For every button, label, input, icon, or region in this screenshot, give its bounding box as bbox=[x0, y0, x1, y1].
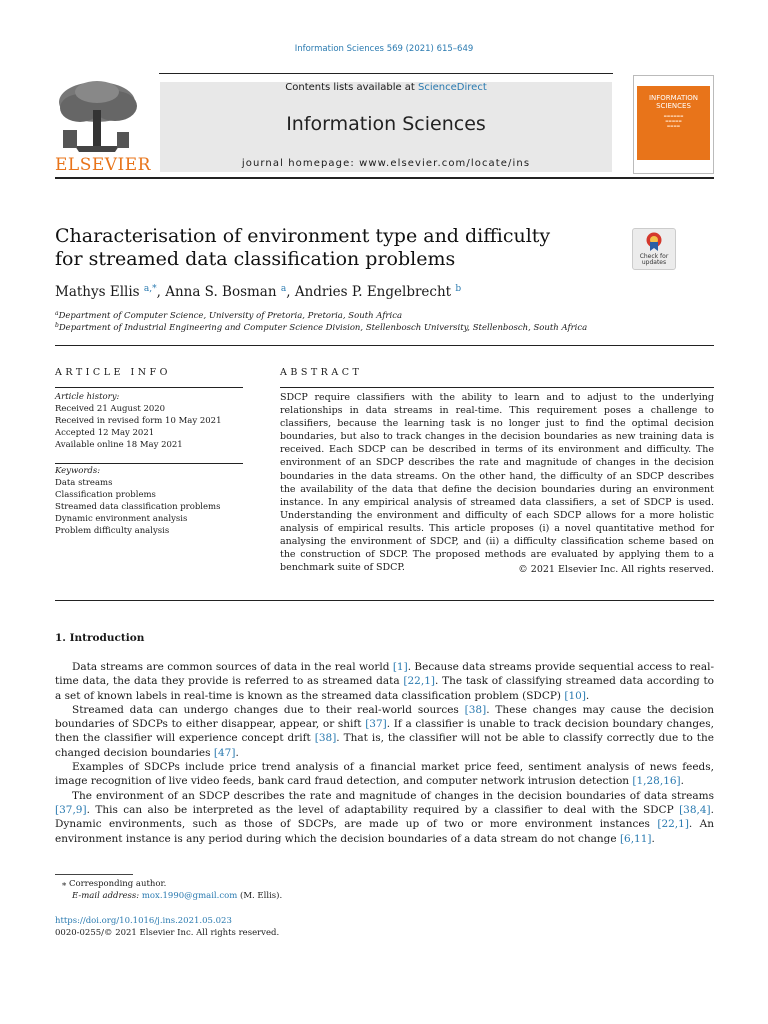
author-name: Andries P. Engelbrecht bbox=[294, 284, 452, 300]
cover-title: INFORMATION SCIENCES bbox=[648, 94, 699, 110]
keyword-item: Problem difficulty analysis bbox=[55, 525, 170, 536]
paragraph-text: Streamed data can undergo changes due to their real-world sources bbox=[72, 703, 465, 716]
citation-link[interactable]: [37] bbox=[365, 718, 387, 731]
article-title: Characterisation of environment type and difficulty for streamed data classification problems bbox=[55, 225, 551, 270]
paragraph-text: . Because data streams provide sequential access to real-time data, the data they provide is referred to as streamed data bbox=[55, 661, 714, 688]
citation-link[interactable]: [38] bbox=[464, 703, 487, 716]
paragraph bbox=[55, 789, 714, 846]
keyword-item: Classification problems bbox=[55, 489, 156, 500]
doi-link[interactable]: https://doi.org/10.1016/j.ins.2021.05.023 bbox=[55, 916, 232, 926]
affiliation-marker: a bbox=[55, 310, 59, 317]
paragraph-text: . Dynamic environments, such as those of SDCPs, are made up of two or more environment instances bbox=[55, 803, 714, 831]
issn-copyright: 0020-0255/© 2021 Elsevier Inc. All rights reserved. bbox=[55, 928, 280, 938]
paragraph-text: Data streams are common sources of data in the real world bbox=[72, 661, 393, 673]
email-suffix: (M. Ellis). bbox=[237, 891, 283, 901]
paragraph-text: . That is, the classifier will not be able to classify correctly due to the changed decision boundaries bbox=[55, 732, 714, 759]
article-info-heading: ARTICLE INFO bbox=[55, 367, 171, 378]
paragraph-text: . An environment instance is any period during which the decision boundaries of a data stream do not change bbox=[55, 818, 715, 845]
paragraph bbox=[55, 660, 714, 703]
paragraph-text: . bbox=[585, 689, 590, 702]
abstract-rule bbox=[280, 387, 714, 388]
paragraph-text: Examples of SDCPs include price trend analysis of a financial market price feed, sentiment analysis of news feeds, image recognition of live video feeds, bank card fraud detection, and computer network intrusion detection bbox=[55, 761, 714, 788]
citation-link[interactable]: [47] bbox=[213, 746, 236, 759]
author-affiliation-marker[interactable]: a bbox=[280, 284, 287, 294]
bookmark-icon bbox=[646, 232, 662, 252]
author-name: Mathys Ellis bbox=[55, 284, 140, 300]
contents-line bbox=[160, 82, 612, 93]
contents-prefix: Contents lists available at bbox=[285, 82, 419, 93]
abstract-text: SDCP require classifiers with the ability to learn and to adjust to the underlying relationships in data streams in real-time. This requirement poses a challenge to classifiers, because the learning task is no longer just to find the optimal decision boundaries, but also to track changes in the decision boundaries as new training data is received. Each SDCP can be described in terms of its environment and difficulty. The environment of an SDCP describes the rate and magnitude of changes in the decision boundaries in the data streams. On the other hand, the difficulty of an SDCP describes the availability of the data that define the decision boundaries during an environment instance. In any empirical analysis of streamed data classifiers, a set of SDCP is used. Understanding the environment and difficulty of each SDCP allows for a more holistic analysis of empirical results. This article proposes (i) a novel quantitative method for analysing the environment of SDCP, and (ii) a difficulty classification scheme based on the construction of SDCP. The proposed methods are evaluated by applying them to a benchmark suite of SDCP. bbox=[280, 392, 714, 574]
header-rule-bottom bbox=[55, 177, 714, 179]
homepage-prefix: journal homepage: bbox=[241, 158, 360, 169]
citation-link[interactable]: [10] bbox=[564, 689, 586, 702]
citation-link[interactable]: [22,1] bbox=[403, 675, 435, 688]
footnote-rule bbox=[55, 874, 133, 875]
journal-cover[interactable] bbox=[633, 75, 714, 174]
author-name: Anna S. Bosman bbox=[165, 284, 277, 300]
keywords-rule bbox=[55, 463, 243, 464]
paragraph bbox=[55, 703, 714, 760]
author-list: Mathys Ellis $^{a,*}$, Anna S. Bosman $^a$, Andries P. Engelbrecht $^b$ bbox=[55, 284, 462, 300]
journal-citation[interactable]: Information Sciences 569 (2021) 615–649 bbox=[294, 44, 474, 54]
journal-homepage bbox=[160, 158, 612, 169]
cover-subtitle-lines: ▬▬▬▬▬▬ ▬▬▬▬▬ ▬▬▬▬ bbox=[663, 114, 684, 128]
citation-link[interactable]: [38] bbox=[314, 732, 337, 745]
citation-link[interactable]: [38,4] bbox=[679, 803, 711, 816]
paragraph-text: The environment of an SDCP describes the rate and magnitude of changes in the decision boundaries of data streams bbox=[72, 789, 714, 802]
paragraph-text: . These changes may cause the decision boundaries of SDCPs to either disappear, appear, or shift bbox=[55, 703, 714, 731]
affiliation bbox=[55, 310, 402, 321]
elsevier-tree-logo bbox=[55, 80, 140, 155]
keywords bbox=[55, 466, 243, 537]
keyword-item: Data streams bbox=[55, 477, 113, 488]
header-rule-top bbox=[159, 73, 613, 74]
cover-orange-panel bbox=[637, 86, 710, 160]
abstract-bottom-rule bbox=[55, 600, 714, 601]
email-label: E-mail address: bbox=[72, 891, 142, 901]
history-item: Received 21 August 2020 bbox=[55, 403, 166, 414]
abstract-heading: ABSTRACT bbox=[280, 367, 363, 378]
citation-link[interactable]: [6,11] bbox=[619, 832, 652, 845]
sciencedirect-link[interactable]: ScienceDirect bbox=[418, 82, 487, 93]
history-item: Accepted 12 May 2021 bbox=[55, 427, 155, 438]
affiliation bbox=[55, 322, 587, 333]
author-affiliation-marker[interactable]: b bbox=[455, 284, 462, 294]
paragraph-text: . If a classifier is unable to track decision boundary changes, then the classifier will experience concept drift bbox=[55, 718, 714, 745]
corresponding-author-note: ⁎ Corresponding author. bbox=[62, 879, 167, 889]
paragraph-text: . The task of classifying streamed data according to a set of known labels in real-time is known as the streamed data classification problem (SDCP) bbox=[55, 675, 715, 702]
elsevier-wordmark: ELSEVIER bbox=[55, 155, 151, 175]
citation-link[interactable]: [22,1] bbox=[657, 818, 689, 831]
affiliation-rule bbox=[55, 345, 714, 346]
history-item: Available online 18 May 2021 bbox=[55, 439, 183, 450]
paragraph bbox=[55, 760, 714, 789]
author-affiliation-marker[interactable]: a,* bbox=[143, 284, 157, 294]
paragraph-text: . bbox=[680, 775, 684, 788]
keywords-label: Keywords: bbox=[55, 466, 101, 476]
citation-link[interactable]: [37,9] bbox=[55, 803, 87, 816]
section-heading: 1. Introduction bbox=[55, 632, 145, 644]
affiliation-text: Department of Computer Science, University of Pretoria, Pretoria, South Africa bbox=[58, 311, 403, 321]
citation-link[interactable]: [1,28,16] bbox=[632, 775, 681, 788]
check-updates-label: Check for updates bbox=[639, 253, 669, 266]
introduction-body bbox=[55, 660, 714, 846]
email-note bbox=[72, 891, 282, 901]
paragraph-text: . bbox=[235, 746, 239, 759]
keyword-item: Dynamic environment analysis bbox=[55, 513, 188, 524]
article-history bbox=[55, 392, 243, 452]
keyword-item: Streamed data classification problems bbox=[55, 501, 221, 512]
citation-link[interactable]: [1] bbox=[392, 661, 408, 673]
affiliation-marker: b bbox=[55, 322, 59, 329]
affiliation-text: Department of Industrial Engineering and Computer Science Division, Stellenbosch University, Stellenbosch, South Africa bbox=[58, 323, 588, 333]
history-label: Article history: bbox=[55, 392, 120, 402]
email-link[interactable]: mox.1990@gmail.com bbox=[141, 891, 238, 901]
check-for-updates-button[interactable] bbox=[632, 228, 676, 270]
paragraph-text: . bbox=[651, 832, 655, 845]
homepage-url[interactable]: www.elsevier.com/locate/ins bbox=[359, 158, 531, 169]
abstract-copyright: © 2021 Elsevier Inc. All rights reserved. bbox=[518, 564, 714, 575]
journal-name: Information Sciences bbox=[286, 113, 486, 135]
history-item: Received in revised form 10 May 2021 bbox=[55, 415, 222, 426]
paragraph-text: . This can also be interpreted as the level of adaptability required by a classifier to deal with the SDCP bbox=[86, 803, 680, 816]
article-info-rule bbox=[55, 387, 243, 388]
